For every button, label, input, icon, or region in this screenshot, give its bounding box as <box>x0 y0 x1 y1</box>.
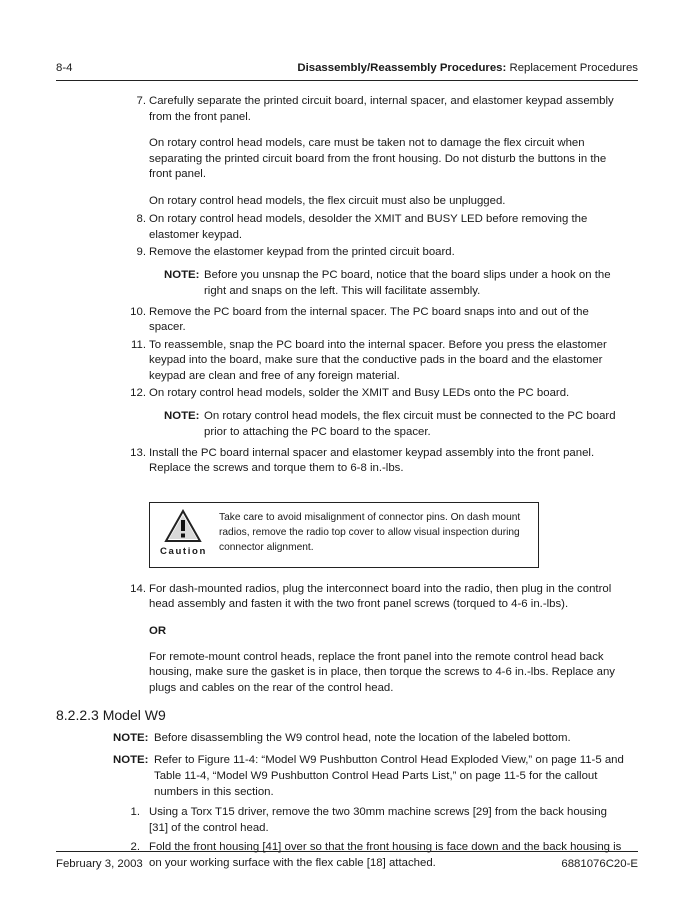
chapter-title-rest: Replacement Procedures <box>506 62 638 74</box>
section-heading: 8.2.2.3 Model W9 <box>56 707 166 723</box>
step-number: 1. <box>130 806 140 818</box>
note-label: NOTE: <box>113 732 149 744</box>
chapter-title <box>297 62 638 74</box>
step-14-alternative: For remote-mount control heads, replace the front panel into the remote control head back housing, make sure the gasket is in place, then torque the screws to 4-6 in.-lbs. Replace any plugs and cables on the rear of the control head. <box>149 650 616 694</box>
step-text: To reassemble, snap the PC board into the internal spacer. Before you press the elastomer keypad into the board, make sure that the conductive pads in the board and the elastomer keypad are clean and free of any foreign material. <box>149 338 607 382</box>
step-number: 12. <box>130 387 146 399</box>
step-14 <box>0 582 696 613</box>
caution-text: Take care to avoid misalignment of connector pins. On dash mount radios, remove the radio top cover to allow visual inspection during connector alignment. <box>219 511 521 553</box>
step-text: Remove the elastomer keypad from the printed circuit board. <box>149 246 455 258</box>
step-12 <box>0 386 696 402</box>
section-note-2 <box>0 752 696 800</box>
caution-warning-icon <box>164 509 202 543</box>
note-text: Before you unsnap the PC board, notice that the board slips under a hook on the right and snaps on the left. This will facilitate assembly. <box>204 268 611 297</box>
caution-box <box>149 502 539 568</box>
step-text: On rotary control head models, desolder the XMIT and BUSY LED before removing the elastomer keypad. <box>149 213 588 241</box>
page-footer <box>56 858 638 874</box>
step-13 <box>0 446 696 477</box>
step-text: Carefully separate the printed circuit board, internal spacer, and elastomer keypad assembly from the front panel. <box>149 95 614 123</box>
step-text: Install the PC board internal spacer and elastomer keypad assembly into the front panel. Replace the screws and torque them to 6-8 in.-lbs. <box>149 446 595 474</box>
section-note-1 <box>0 730 696 746</box>
step-8 <box>0 212 696 243</box>
step-7-paragraph-2: On rotary control head models, the flex circuit must also be unplugged. <box>149 194 506 207</box>
or-label: OR <box>149 624 167 637</box>
step-text: Remove the PC board from the internal spacer. The PC board snaps into and out of the spacer. <box>149 305 589 333</box>
step-10 <box>0 305 696 336</box>
step-number: 11. <box>131 338 146 351</box>
note-label: NOTE: <box>113 754 149 766</box>
caution-label: Caution <box>160 545 207 557</box>
note-label: NOTE: <box>164 409 200 422</box>
step-text: For dash-mounted radios, plug the interconnect board into the radio, then plug in the control head assembly and fasten it with the two front panel screws (torqued to 4-6 in.-lbs). <box>149 582 612 610</box>
step-9 <box>0 245 696 261</box>
footer-doc-number: 6881076C20-E <box>561 858 638 870</box>
step-11 <box>0 338 696 385</box>
step-7-paragraph-1: On rotary control head models, care must be taken not to damage the flex circuit when separating the printed circuit board from the front housing. Do not disturb the buttons in the front panel. <box>149 137 607 180</box>
page-header <box>56 62 638 78</box>
step-number: 9. <box>136 246 146 258</box>
step-number: 7. <box>136 95 146 107</box>
note-text: On rotary control head models, the flex circuit must be connected to the PC board prior to attaching the PC board to the spacer. <box>204 409 616 438</box>
step-number: 2. <box>130 841 140 853</box>
note-label: NOTE: <box>164 268 200 281</box>
note-unsnap <box>0 267 696 299</box>
w9-step-1 <box>0 805 696 836</box>
step-text: Using a Torx T15 driver, remove the two 30mm machine screws [29] from the back housing [31] of the control head. <box>149 806 607 834</box>
page-body <box>0 94 696 875</box>
step-text: Fold the front housing [41] over so that the front housing is face down and the back housing is on your working surface with the flex cable [18] attached. <box>149 841 622 869</box>
step-number: 8. <box>136 213 146 225</box>
step-number: 13. <box>130 446 146 459</box>
note-text: Before disassembling the W9 control head, note the location of the labeled bottom. <box>154 732 571 744</box>
step-7 <box>0 94 696 125</box>
step-text: On rotary control head models, solder the XMIT and Busy LEDs onto the PC board. <box>149 387 570 399</box>
page-number: 8-4 <box>56 62 73 74</box>
footer-date: February 3, 2003 <box>56 858 143 870</box>
note-flex-circuit <box>0 408 696 440</box>
note-text: Refer to Figure 11-4: “Model W9 Pushbutton Control Head Exploded View,” on page 11-5 and Table 11-4, “Model W9 Pushbutton Control Head Parts List,” on page 11-5 for the callout numbers in this section. <box>154 754 624 798</box>
step-number: 14. <box>130 582 146 595</box>
chapter-title-bold: Disassembly/Reassembly Procedures: <box>297 62 507 74</box>
step-number: 10. <box>130 305 146 318</box>
header-rule <box>56 80 638 81</box>
footer-rule <box>56 851 638 852</box>
